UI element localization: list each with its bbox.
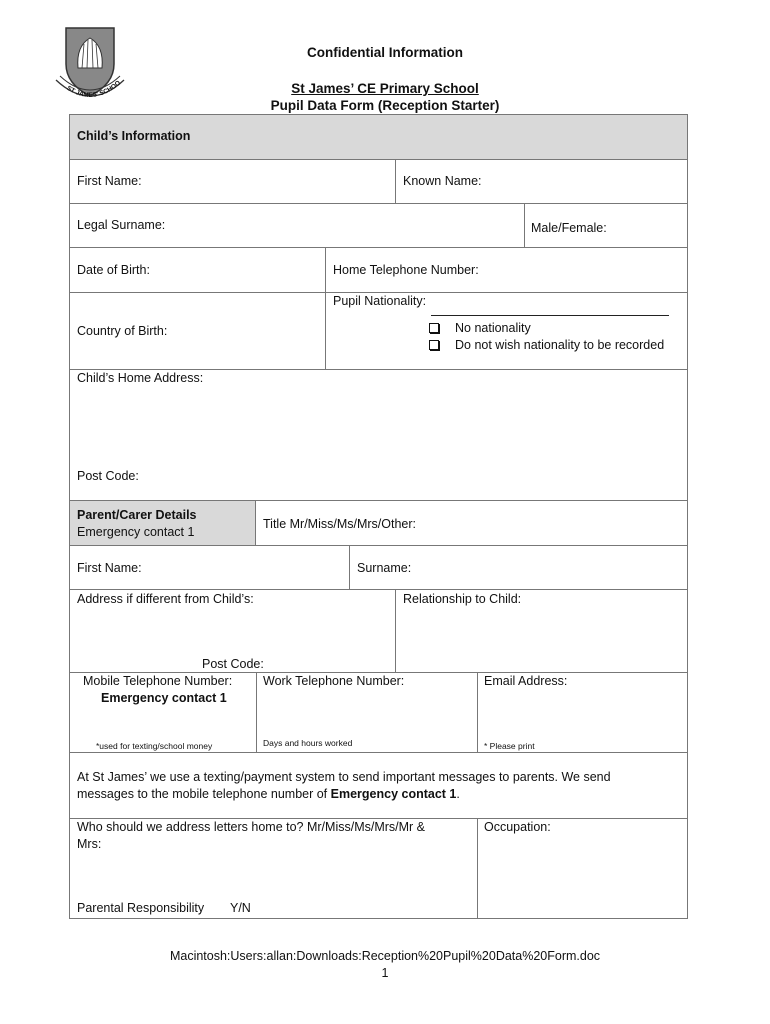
first-name-field[interactable]: First Name: — [77, 174, 142, 188]
mobile-phone-field[interactable]: Mobile Telephone Number: — [83, 674, 233, 688]
logo-text: ST JAMES' SCHOO — [65, 79, 123, 100]
post-code-field[interactable]: Post Code: — [77, 469, 139, 483]
pupil-data-form — [69, 114, 688, 918]
footer-path: Macintosh:Users:allan:Downloads:Reception%20Pupil%20Data%20Form.doc — [169, 949, 601, 963]
relationship-field[interactable]: Relationship to Child: — [403, 592, 522, 606]
parent-first-name-field[interactable]: First Name: — [77, 561, 142, 575]
no-nationality-option[interactable]: No nationality — [429, 321, 531, 335]
letters-address-field[interactable]: Who should we address letters home to? Mr/Miss/Ms/Mrs/Mr & Mrs: — [77, 820, 426, 851]
occupation-field[interactable]: Occupation: — [484, 820, 551, 834]
parent-surname-field[interactable]: Surname: — [357, 561, 412, 575]
country-of-birth-field[interactable]: Country of Birth: — [77, 324, 168, 338]
texting-notice: At St James’ we use a texting/payment system to send important messages to parents. We send messages to the mobile telephone number of Emergency contact 1. — [77, 770, 611, 801]
parental-responsibility-label: Parental Responsibility — [77, 901, 205, 915]
work-note: Days and hours worked — [263, 738, 353, 748]
emergency-contact-label: Emergency contact 1 — [77, 525, 195, 539]
known-name-field[interactable]: Known Name: — [403, 174, 482, 188]
mobile-emergency-label: Emergency contact 1 — [101, 691, 227, 705]
email-note: * Please print — [484, 741, 535, 751]
mobile-note: *used for texting/school money — [96, 741, 213, 751]
confidential-heading: Confidential Information — [307, 45, 463, 60]
form-title: Pupil Data Form (Reception Starter) — [270, 98, 500, 113]
legal-surname-field[interactable]: Legal Surname: — [77, 218, 166, 232]
email-field[interactable]: Email Address: — [484, 674, 568, 688]
nationality-field[interactable]: Pupil Nationality: — [333, 294, 427, 308]
page-number: 1 — [381, 966, 389, 980]
school-name: St James’ CE Primary School — [291, 81, 479, 96]
parent-title-field[interactable]: Title Mr/Miss/Ms/Mrs/Other: — [263, 517, 417, 531]
parent-address-field[interactable]: Address if different from Child’s: — [77, 592, 254, 606]
home-address-field[interactable]: Child’s Home Address: — [77, 371, 204, 385]
parent-section-title: Parent/Carer Details — [77, 508, 197, 522]
no-record-option[interactable]: Do not wish nationality to be recorded — [429, 338, 664, 352]
checkbox-icon[interactable] — [429, 323, 439, 333]
parent-post-code-field[interactable]: Post Code: — [202, 657, 264, 671]
checkbox-icon[interactable] — [429, 340, 439, 350]
childs-info-title: Child’s Information — [77, 129, 191, 143]
parental-responsibility-yn[interactable]: Y/N — [230, 901, 251, 915]
home-phone-field[interactable]: Home Telephone Number: — [333, 263, 479, 277]
work-phone-field[interactable]: Work Telephone Number: — [263, 674, 405, 688]
dob-field[interactable]: Date of Birth: — [77, 263, 150, 277]
gender-field[interactable]: Male/Female: — [531, 221, 607, 235]
